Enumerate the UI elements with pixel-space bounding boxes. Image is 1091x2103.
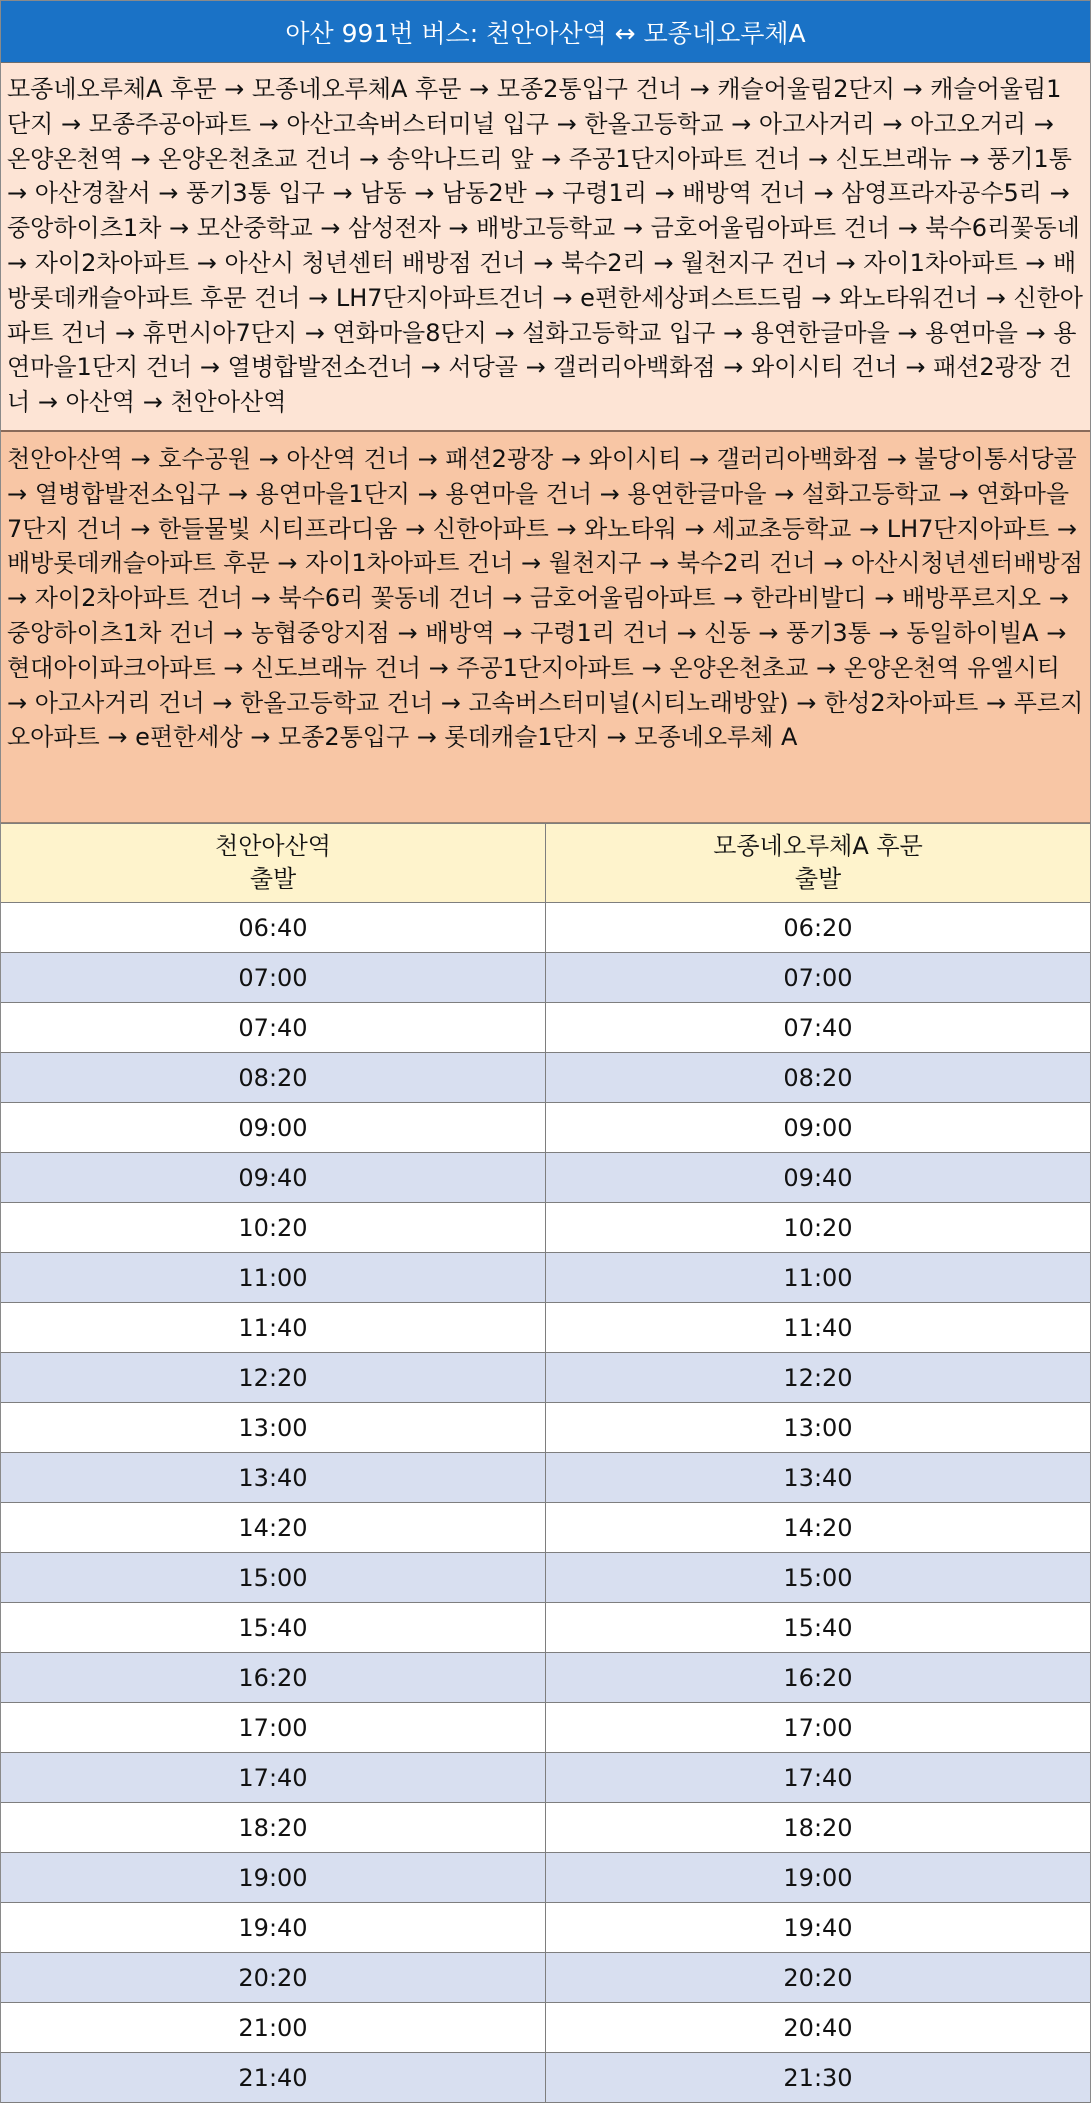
table-row (1, 1603, 1090, 1653)
table-row (1, 1403, 1090, 1453)
table-row (1, 1803, 1090, 1853)
mojong-departure-time: 10:20 (546, 1203, 1091, 1253)
mojong-departure-time: 06:20 (546, 903, 1091, 953)
mojong-departure-time: 09:00 (546, 1103, 1091, 1153)
table-row (1, 903, 1090, 953)
cheonan-asan-departure-time: 09:00 (1, 1103, 546, 1153)
cheonan-asan-departure-time: 08:20 (1, 1053, 546, 1103)
route-inbound-stops: 천안아산역 → 호수공원 → 아산역 건너 → 패션2광장 → 와이시티 → 갤러리아백화점 → 불당이통서당골 → 열병합발전소입구 → 용연마을1단지 → 용연마을 건너 → 용연한글마을 → 설화고등학교 → 연화마을7단지 건너 → 한들물빛 시티프라디움 → 신한아파트 → 와노타워 → 세교초등학교 → LH7단지아파트 → 배방롯데캐슬아파트 후문 → 자이1차아파트 건너 → 월천지구 → 북수2리 건너 → 아산시청년센터배방점 → 자이2차아파트 건너 → 북수6리 꽃동네 건너 → 금호어울림아파트 → 한라비발디 → 배방푸르지오 → 중앙하이츠1차 건너 → 농협중앙지점 → 배방역 → 구령1리 건너 → 신동 → 풍기3통 → 동일하이빌A → 현대아이파크아파트 → 신도브래뉴 건너 → 주공1단지아파트 → 온양온천초교 → 온양온천역 유엘시티 → 아고사거리 건너 → 한올고등학교 건너 → 고속버스터미널(시티노래방앞) → 한성2차아파트 → 푸르지오아파트 → e편한세상 → 모종2통입구 → 롯데캐슬1단지 → 모종네오루체 A (1, 432, 1090, 823)
mojong-departure-time: 17:40 (546, 1753, 1091, 1803)
cheonan-asan-departure-time: 15:00 (1, 1553, 546, 1603)
cheonan-asan-departure-time: 09:40 (1, 1153, 546, 1203)
cheonan-asan-departure-time: 19:00 (1, 1853, 546, 1903)
cheonan-asan-departure-time: 18:20 (1, 1803, 546, 1853)
table-row (1, 1953, 1090, 2003)
departure-timetable (1, 823, 1090, 2103)
mojong-departure-time: 18:20 (546, 1803, 1091, 1853)
cheonan-asan-departure-time: 11:00 (1, 1253, 546, 1303)
table-row (1, 1903, 1090, 1953)
header-label: 출발 (794, 865, 842, 893)
table-row (1, 1553, 1090, 1603)
mojong-departure-time: 17:00 (546, 1703, 1091, 1753)
cheonan-asan-departure-time: 07:00 (1, 953, 546, 1003)
cheonan-asan-departure-time: 14:20 (1, 1503, 546, 1553)
cheonan-asan-departure-time: 13:40 (1, 1453, 546, 1503)
timetable-body (1, 903, 1090, 2103)
cheonan-asan-departure-time: 06:40 (1, 903, 546, 953)
mojong-departure-time: 13:40 (546, 1453, 1091, 1503)
page-title: 아산 991번 버스: 천안아산역 ↔ 모종네오루체A (1, 1, 1090, 63)
mojong-departure-time: 11:00 (546, 1253, 1091, 1303)
header-mojong-departure (546, 824, 1091, 903)
mojong-departure-time: 20:40 (546, 2003, 1091, 2053)
table-row (1, 1703, 1090, 1753)
table-row (1, 1253, 1090, 1303)
route-outbound-stops: 모종네오루체A 후문 → 모종네오루체A 후문 → 모종2통입구 건너 → 캐슬어울림2단지 → 캐슬어울림1단지 → 모종주공아파트 → 아산고속버스터미널 입구 → 한올고등학교 → 아고사거리 → 아고오거리 → 온양온천역 → 온양온천초교 건너 → 송악나드리 앞 → 주공1단지아파트 건너 → 신도브래뉴 → 풍기1통 → 아산경찰서 → 풍기3통 입구 → 남동 → 남동2반 → 구령1리 → 배방역 건너 → 삼영프라자공수5리 → 중앙하이츠1차 → 모산중학교 → 삼성전자 → 배방고등학교 → 금호어울림아파트 건너 → 북수6리꽃동네 → 자이2차아파트 → 아산시 청년센터 배방점 건너 → 북수2리 → 월천지구 건너 → 자이1차아파트 → 배방롯데캐슬아파트 후문 건너 → LH7단지아파트건너 → e편한세상퍼스트드림 → 와노타워건너 → 신한아파트 건너 → 휴먼시아7단지 → 연화마을8단지 → 설화고등학교 입구 → 용연한글마을 → 용연마을 → 용연마을1단지 건너 → 열병합발전소건너 → 서당골 → 갤러리아백화점 → 와이시티 건너 → 패션2광장 건너 → 아산역 → 천안아산역 (1, 63, 1090, 432)
table-row (1, 1103, 1090, 1153)
table-row (1, 2003, 1090, 2053)
mojong-departure-time: 20:20 (546, 1953, 1091, 2003)
mojong-departure-time: 11:40 (546, 1303, 1091, 1353)
table-row (1, 1503, 1090, 1553)
mojong-departure-time: 08:20 (546, 1053, 1091, 1103)
cheonan-asan-departure-time: 07:40 (1, 1003, 546, 1053)
mojong-departure-time: 21:30 (546, 2053, 1091, 2103)
cheonan-asan-departure-time: 12:20 (1, 1353, 546, 1403)
timetable-header-row (1, 824, 1090, 903)
table-row (1, 1303, 1090, 1353)
cheonan-asan-departure-time: 21:40 (1, 2053, 546, 2103)
header-stop-name: 천안아산역 (215, 832, 331, 860)
table-row (1, 1753, 1090, 1803)
table-row (1, 1853, 1090, 1903)
mojong-departure-time: 07:00 (546, 953, 1091, 1003)
cheonan-asan-departure-time: 20:20 (1, 1953, 546, 2003)
table-row (1, 1653, 1090, 1703)
mojong-departure-time: 12:20 (546, 1353, 1091, 1403)
mojong-departure-time: 16:20 (546, 1653, 1091, 1703)
cheonan-asan-departure-time: 11:40 (1, 1303, 546, 1353)
header-label: 출발 (249, 865, 297, 893)
mojong-departure-time: 19:40 (546, 1903, 1091, 1953)
mojong-departure-time: 19:00 (546, 1853, 1091, 1903)
table-row (1, 1453, 1090, 1503)
mojong-departure-time: 09:40 (546, 1153, 1091, 1203)
cheonan-asan-departure-time: 21:00 (1, 2003, 546, 2053)
table-row (1, 953, 1090, 1003)
cheonan-asan-departure-time: 16:20 (1, 1653, 546, 1703)
mojong-departure-time: 15:40 (546, 1603, 1091, 1653)
table-row (1, 1203, 1090, 1253)
mojong-departure-time: 13:00 (546, 1403, 1091, 1453)
table-row (1, 1153, 1090, 1203)
header-stop-name: 모종네오루체A 후문 (713, 832, 923, 860)
table-row (1, 2053, 1090, 2103)
cheonan-asan-departure-time: 15:40 (1, 1603, 546, 1653)
mojong-departure-time: 07:40 (546, 1003, 1091, 1053)
header-cheonan-asan-departure (1, 824, 546, 903)
cheonan-asan-departure-time: 17:40 (1, 1753, 546, 1803)
mojong-departure-time: 14:20 (546, 1503, 1091, 1553)
table-row (1, 1353, 1090, 1403)
cheonan-asan-departure-time: 10:20 (1, 1203, 546, 1253)
mojong-departure-time: 15:00 (546, 1553, 1091, 1603)
table-row (1, 1053, 1090, 1103)
cheonan-asan-departure-time: 19:40 (1, 1903, 546, 1953)
cheonan-asan-departure-time: 13:00 (1, 1403, 546, 1453)
table-row (1, 1003, 1090, 1053)
cheonan-asan-departure-time: 17:00 (1, 1703, 546, 1753)
